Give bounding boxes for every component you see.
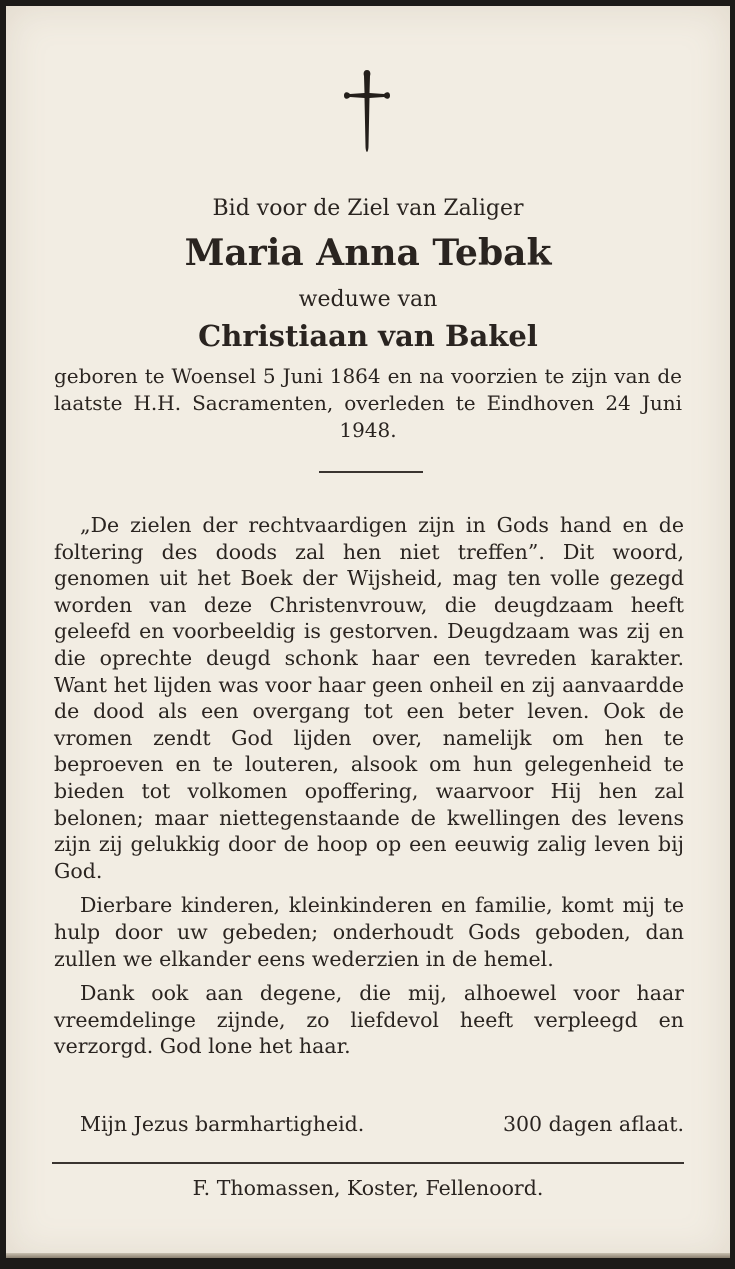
spouse-name: Christiaan van Bakel [198, 319, 538, 353]
latin-cross-icon [342, 68, 392, 154]
printer-credit: F. Thomassen, Koster, Fellenoord. [192, 1176, 544, 1200]
paragraph: Dierbare kinderen, kleinkinderen en familie, komt mij te hulp door uw gebeden; onderhoudt Gods geboden, dan zullen we elkander eens wederzien in de hemel. [54, 893, 684, 971]
memorial-card [6, 6, 730, 1258]
memorial-text [54, 512, 684, 1068]
prayer-line [54, 1112, 684, 1136]
paragraph: „De zielen der rechtvaardigen zijn in Gods hand en de foltering des doods zal hen niet treffen”. Dit woord, genomen uit het Boek der Wijsheid, mag ten volle gezegd worden van deze Christenvrouw, die deugdzaam heeft geleefd en voorbeeldig is gestorven. Deugdzaam was zij en die oprechte deugd schonk haar een tevreden karakter. Want het lijden was voor haar geen onheil en zij aanvaardde de dood als een overgang tot een beter leven. Ook de vromen zendt God lijden over, namelijk om hen te beproeven en te louteren, alsook om hun gelegenheid te bieden tot volkomen opoffering, waarvoor Hij hen zal belonen; maar niettegenstaande de kwellingen des levens zijn zij gelukkig door de hoop op een eeuwig zalig leven bij God. [54, 513, 684, 883]
prayer-heading: Bid voor de Ziel van Zaliger [212, 196, 524, 221]
divider-long [52, 1162, 684, 1164]
indulgence-note: 300 dagen aflaat. [502, 1112, 684, 1136]
birth-death-details: geboren te Woensel 5 Juni 1864 en na voorzien te zijn van de laatste H.H. Sacramenten, overleden te Eindhoven 24 Juni 1948. [54, 364, 682, 442]
ejaculation-prayer: Mijn Jezus barmhartigheid. [80, 1112, 365, 1136]
divider-short [319, 471, 423, 473]
relation-label: weduwe van [298, 287, 438, 312]
paragraph: Dank ook aan degene, die mij, alhoewel voor haar vreemdelinge zijnde, zo liefdevol heeft verpleegd en verzorgd. God lone het haar. [54, 981, 684, 1059]
deceased-name: Maria Anna Tebak [184, 232, 552, 274]
